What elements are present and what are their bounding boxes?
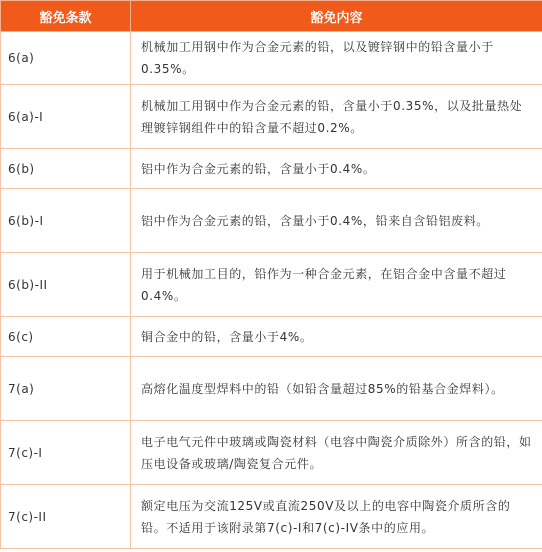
clause-cell: 6(a) bbox=[1, 32, 131, 85]
table-row bbox=[1, 253, 542, 317]
content-cell: 铜合金中的铅，含量小于4%。 bbox=[131, 317, 542, 357]
clause-cell: 6(c) bbox=[1, 317, 131, 357]
clause-cell: 7(a) bbox=[1, 357, 131, 421]
content-cell: 用于机械加工目的，铅作为一种合金元素，在铝合金中含量不超过0.4%。 bbox=[131, 253, 542, 317]
clause-cell: 7(c)-I bbox=[1, 421, 131, 485]
clause-cell: 6(b)-II bbox=[1, 253, 131, 317]
content-cell: 铝中作为合金元素的铅，含量小于0.4%。 bbox=[131, 149, 542, 189]
content-cell: 高熔化温度型焊料中的铅（如铅含量超过85%的铅基合金焊料）。 bbox=[131, 357, 542, 421]
table-row bbox=[1, 485, 542, 549]
header-row bbox=[1, 1, 542, 32]
table-row bbox=[1, 357, 542, 421]
table-row bbox=[1, 421, 542, 485]
content-cell: 电子电气元件中玻璃或陶瓷材料（电容中陶瓷介质除外）所含的铅，如压电设备或玻璃/陶瓷复合元件。 bbox=[131, 421, 542, 485]
table-row bbox=[1, 149, 542, 189]
header-clause: 豁免条款 bbox=[1, 1, 131, 32]
clause-cell: 6(b) bbox=[1, 149, 131, 189]
content-cell: 机械加工用钢中作为合金元素的铅，含量小于0.35%，以及批量热处理镀锌钢组件中的铅含量不超过0.2%。 bbox=[131, 85, 542, 149]
table-row bbox=[1, 189, 542, 253]
table-row bbox=[1, 85, 542, 149]
content-cell: 额定电压为交流125V或直流250V及以上的电容中陶瓷介质所含的铅。不适用于该附录第7(c)-I和7(c)-IV条中的应用。 bbox=[131, 485, 542, 549]
clause-cell: 6(b)-I bbox=[1, 189, 131, 253]
content-cell: 机械加工用钢中作为合金元素的铅，以及镀锌钢中的铅含量小于0.35%。 bbox=[131, 32, 542, 85]
table-row bbox=[1, 32, 542, 85]
content-cell: 铝中作为合金元素的铅，含量小于0.4%，铅来自含铅铝废料。 bbox=[131, 189, 542, 253]
clause-cell: 6(a)-I bbox=[1, 85, 131, 149]
table-row bbox=[1, 317, 542, 357]
header-content: 豁免内容 bbox=[131, 1, 542, 32]
clause-cell: 7(c)-II bbox=[1, 485, 131, 549]
